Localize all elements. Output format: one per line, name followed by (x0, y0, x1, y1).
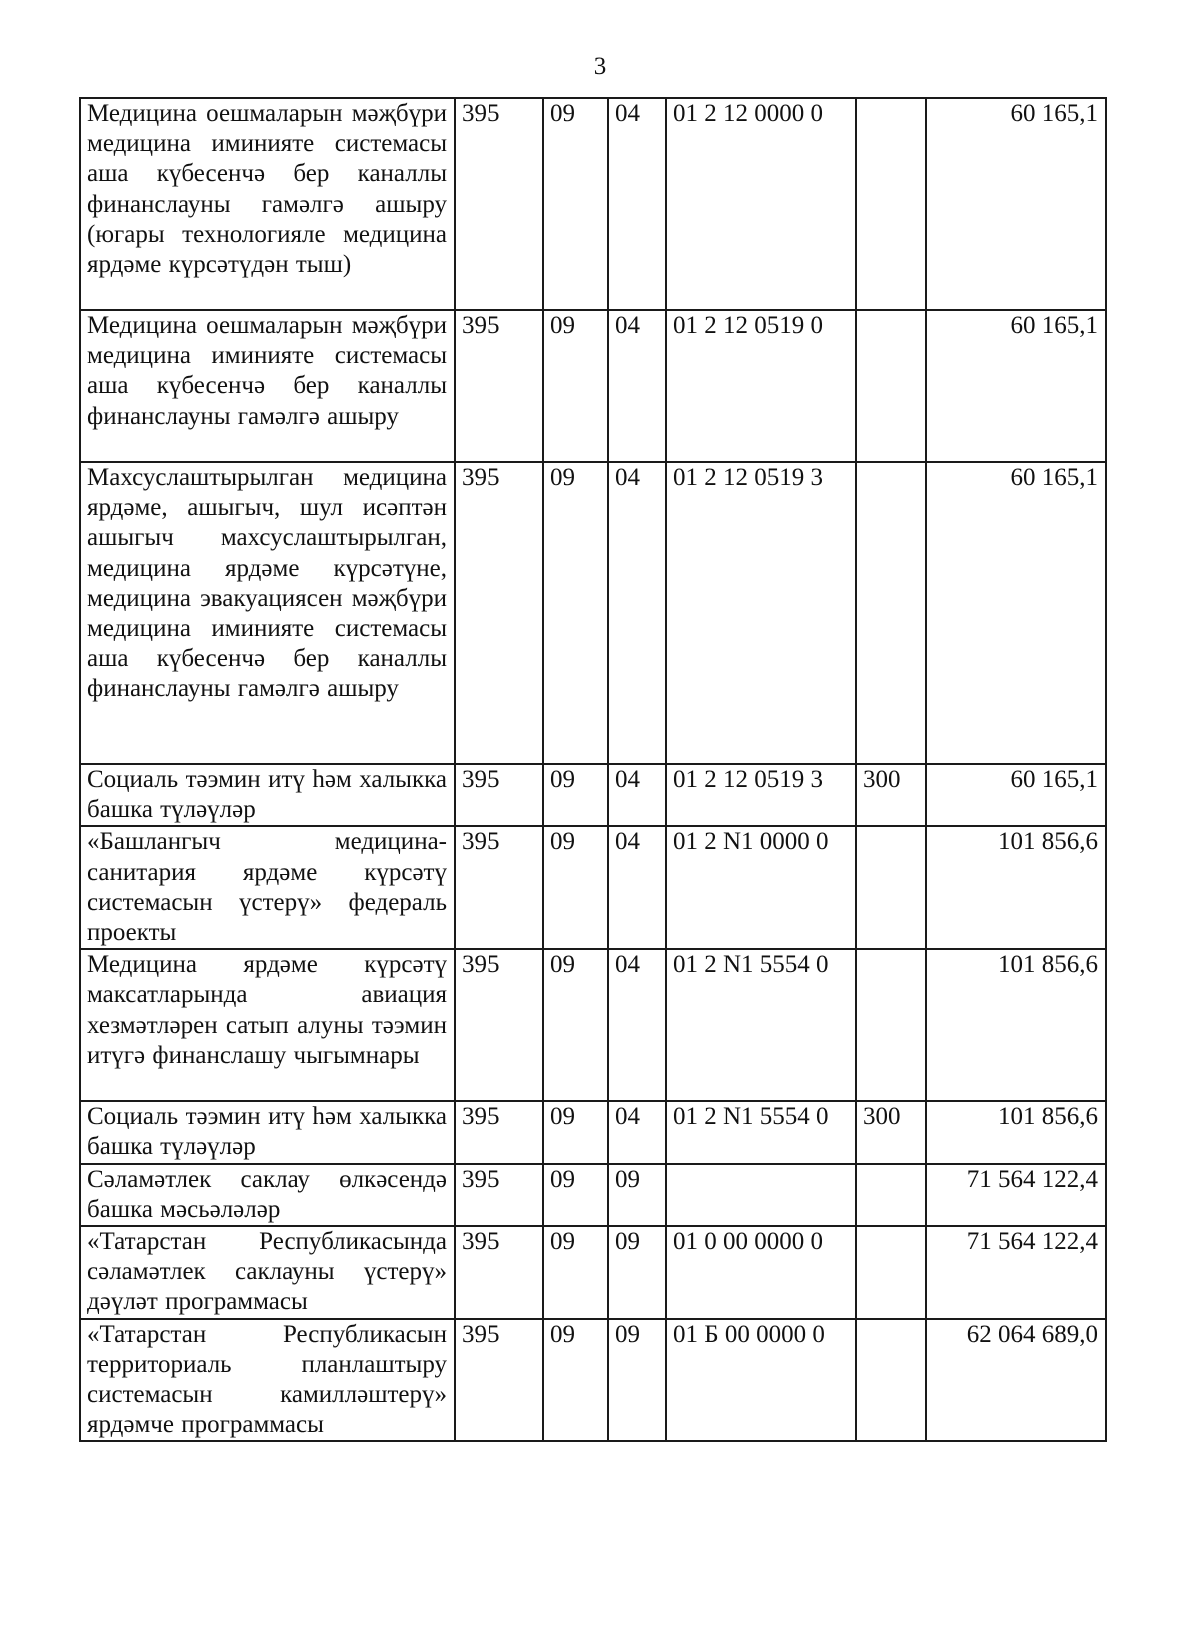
subsection-code: 04 (608, 1101, 666, 1163)
section-code: 09 (543, 826, 608, 949)
expense-type-code (856, 1226, 926, 1319)
subsection-code: 04 (608, 462, 666, 764)
row-name: «Татарстан Республикасында сәламәтлек саклауны үстерү» дәүләт программасы (80, 1226, 455, 1319)
ministry-code: 395 (455, 1164, 543, 1226)
ministry-code: 395 (455, 826, 543, 949)
expense-type-code (856, 310, 926, 462)
expense-type-code (856, 1164, 926, 1226)
target-code: 01 0 00 0000 0 (666, 1226, 856, 1319)
amount: 71 564 122,4 (926, 1226, 1106, 1319)
target-code: 01 2 12 0519 3 (666, 764, 856, 826)
amount: 60 165,1 (926, 764, 1106, 826)
section-code: 09 (543, 98, 608, 310)
section-code: 09 (543, 462, 608, 764)
target-code: 01 2 N1 0000 0 (666, 826, 856, 949)
target-code: 01 2 12 0519 3 (666, 462, 856, 764)
ministry-code: 395 (455, 98, 543, 310)
row-name: Медицина оешмаларын мәҗбүри медицина иминияте системасы аша күбесенчә бер каналлы финанслауны гамәлгә ашыру (80, 310, 455, 462)
amount: 60 165,1 (926, 462, 1106, 764)
amount: 62 064 689,0 (926, 1319, 1106, 1442)
ministry-code: 395 (455, 1226, 543, 1319)
row-name: Социаль тәэмин итү һәм халыкка башка түләүләр (80, 764, 455, 826)
table-row (80, 1164, 1106, 1226)
expense-type-code (856, 462, 926, 764)
amount: 101 856,6 (926, 826, 1106, 949)
row-name: Социаль тәэмин итү һәм халыкка башка түләүләр (80, 1101, 455, 1163)
expense-type-code (856, 1319, 926, 1442)
target-code (666, 1164, 856, 1226)
amount: 101 856,6 (926, 949, 1106, 1101)
table-row (80, 826, 1106, 949)
table-row (80, 1319, 1106, 1442)
table-row (80, 98, 1106, 310)
section-code: 09 (543, 1319, 608, 1442)
table-row (80, 462, 1106, 764)
ministry-code: 395 (455, 1319, 543, 1442)
row-name: Махсуслаштырылган медицина ярдәме, ашыгыч, шул исәптән ашыгыч махсуслаштырылган, медицина ярдәме күрсәтүне, медицина эвакуациясен мәҗбүри медицина иминияте системасы аша күбесенчә бер каналлы финанслауны гамәлгә ашыру (80, 462, 455, 764)
expense-type-code (856, 826, 926, 949)
subsection-code: 04 (608, 310, 666, 462)
target-code: 01 2 12 0000 0 (666, 98, 856, 310)
expense-type-code (856, 98, 926, 310)
subsection-code: 04 (608, 826, 666, 949)
row-name: Медицина ярдәме күрсәтү максатларында авиация хезмәтләрен сатып алуны тәэмин итүгә финанслашу чыгымнары (80, 949, 455, 1101)
table-row (80, 764, 1106, 826)
target-code: 01 Б 00 0000 0 (666, 1319, 856, 1442)
budget-table (79, 97, 1107, 1442)
section-code: 09 (543, 764, 608, 826)
amount: 60 165,1 (926, 310, 1106, 462)
target-code: 01 2 N1 5554 0 (666, 1101, 856, 1163)
subsection-code: 09 (608, 1226, 666, 1319)
subsection-code: 04 (608, 949, 666, 1101)
expense-type-code (856, 949, 926, 1101)
amount: 60 165,1 (926, 98, 1106, 310)
amount: 71 564 122,4 (926, 1164, 1106, 1226)
section-code: 09 (543, 949, 608, 1101)
section-code: 09 (543, 310, 608, 462)
table-row (80, 949, 1106, 1101)
target-code: 01 2 12 0519 0 (666, 310, 856, 462)
subsection-code: 09 (608, 1164, 666, 1226)
table-row (80, 1226, 1106, 1319)
amount: 101 856,6 (926, 1101, 1106, 1163)
ministry-code: 395 (455, 949, 543, 1101)
ministry-code: 395 (455, 1101, 543, 1163)
row-name: «Башлангыч медицина-санитария ярдәме күрсәтү системасын үстерү» федераль проекты (80, 826, 455, 949)
target-code: 01 2 N1 5554 0 (666, 949, 856, 1101)
table-row (80, 1101, 1106, 1163)
ministry-code: 395 (455, 310, 543, 462)
row-name: «Татарстан Республикасын территориаль планлаштыру системасын камилләштерү» ярдәмче программасы (80, 1319, 455, 1442)
expense-type-code: 300 (856, 764, 926, 826)
subsection-code: 04 (608, 98, 666, 310)
section-code: 09 (543, 1101, 608, 1163)
expense-type-code: 300 (856, 1101, 926, 1163)
subsection-code: 04 (608, 764, 666, 826)
section-code: 09 (543, 1226, 608, 1319)
ministry-code: 395 (455, 764, 543, 826)
row-name: Сәламәтлек саклау өлкәсендә башка мәсьәләләр (80, 1164, 455, 1226)
row-name: Медицина оешмаларын мәҗбүри медицина иминияте системасы аша күбесенчә бер каналлы финанслауны гамәлгә ашыру (югары технологияле медицина ярдәме күрсәтүдән тыш) (80, 98, 455, 310)
page-number: 3 (593, 53, 607, 80)
ministry-code: 395 (455, 462, 543, 764)
section-code: 09 (543, 1164, 608, 1226)
table-row (80, 310, 1106, 462)
subsection-code: 09 (608, 1319, 666, 1442)
